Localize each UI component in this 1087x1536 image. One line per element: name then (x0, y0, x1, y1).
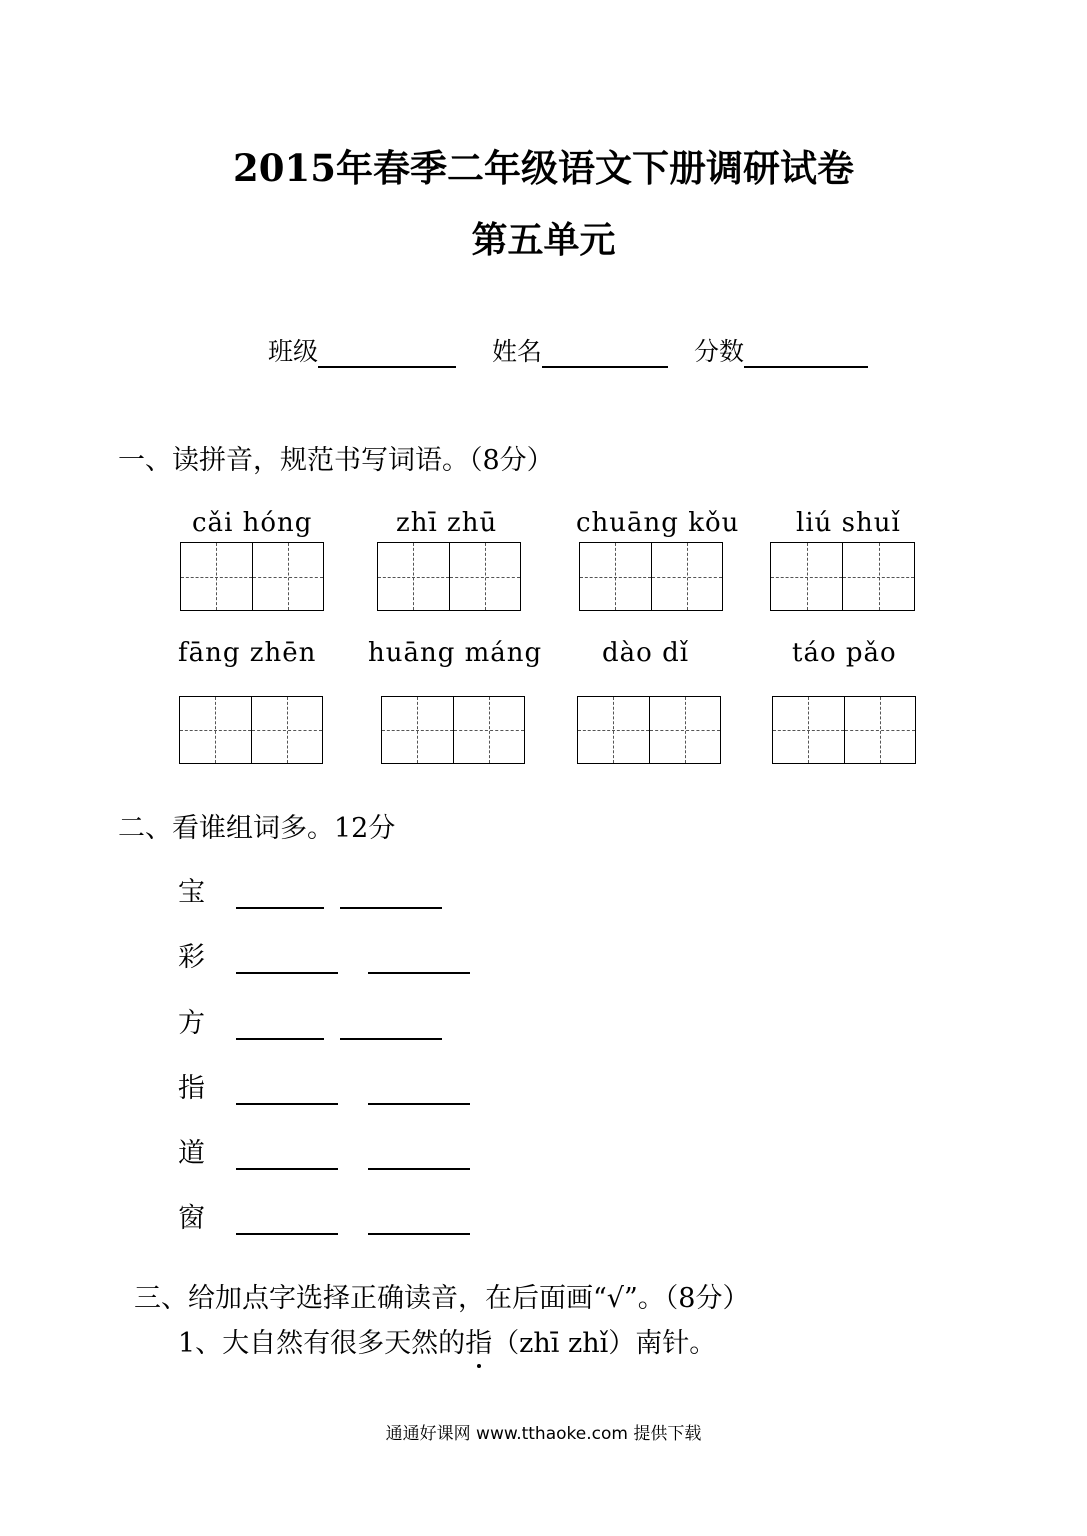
name-label: 姓名 (492, 337, 543, 366)
writing-cell[interactable] (651, 543, 723, 610)
class-blank[interactable] (318, 336, 456, 368)
emphasis-dot-icon (477, 1364, 481, 1368)
writing-grid[interactable] (381, 696, 525, 764)
pinyin-label: chuāng kǒu (576, 508, 740, 538)
word-blank[interactable] (368, 944, 470, 974)
writing-cell[interactable] (382, 697, 453, 763)
target-character: 方 (178, 1008, 205, 1039)
writing-cell[interactable] (844, 697, 916, 763)
target-character: 彩 (178, 942, 205, 973)
word-blank[interactable] (236, 1075, 338, 1105)
writing-cell[interactable] (453, 697, 525, 763)
writing-cell[interactable] (580, 543, 651, 610)
word-row (178, 870, 442, 909)
class-field (268, 332, 456, 368)
question-1-suffix: （zhī zhǐ）南针。 (492, 1328, 717, 1359)
word-row (178, 1131, 470, 1170)
section3-title: 三、给加点字选择正确读音，在后面画“√”。（8分） (134, 1283, 750, 1314)
word-blank[interactable] (368, 1075, 470, 1105)
word-blank[interactable] (236, 879, 324, 909)
writing-grid[interactable] (377, 542, 521, 611)
writing-grid[interactable] (577, 696, 721, 764)
word-blank[interactable] (368, 1205, 470, 1235)
writing-cell[interactable] (449, 543, 521, 610)
word-blank[interactable] (236, 1205, 338, 1235)
word-blank[interactable] (236, 944, 338, 974)
word-blank[interactable] (368, 1140, 470, 1170)
target-character: 窗 (178, 1203, 205, 1234)
writing-cell[interactable] (181, 543, 252, 610)
name-field (492, 332, 668, 368)
section1-title: 一、读拼音，规范书写词语。（8分） (118, 445, 554, 476)
writing-cell[interactable] (842, 543, 914, 610)
pinyin-label: fāng zhēn (178, 638, 317, 668)
word-blank[interactable] (236, 1010, 324, 1040)
unit-subtitle: 第五单元 (471, 219, 616, 261)
pinyin-label: liú shuǐ (796, 508, 901, 538)
writing-cell[interactable] (771, 543, 842, 610)
student-info-row (268, 332, 868, 368)
dotted-character (465, 1321, 492, 1360)
writing-cell[interactable] (252, 543, 324, 610)
pinyin-label: huāng máng (368, 638, 543, 668)
pinyin-label: zhī zhū (396, 508, 498, 538)
word-blank[interactable] (340, 879, 442, 909)
pinyin-label: táo pǎo (792, 638, 897, 668)
word-row (178, 1196, 470, 1235)
writing-grid[interactable] (770, 542, 915, 611)
writing-cell[interactable] (649, 697, 721, 763)
writing-grid[interactable] (579, 542, 723, 611)
writing-cell[interactable] (378, 543, 449, 610)
target-character: 道 (178, 1138, 205, 1169)
question-1 (178, 1321, 716, 1360)
word-row (178, 1066, 470, 1105)
name-blank[interactable] (542, 336, 668, 368)
pinyin-label: cǎi hóng (192, 508, 313, 538)
section2-title: 二、看谁组词多。12分 (118, 813, 396, 844)
writing-cell[interactable] (251, 697, 323, 763)
writing-grid[interactable] (179, 696, 323, 764)
word-row (178, 935, 470, 974)
writing-grid[interactable] (180, 542, 324, 611)
question-1-prefix: 1、大自然有很多天然的 (178, 1328, 466, 1359)
exam-title: 2015年春季二年级语文下册调研试卷 (233, 146, 854, 190)
word-row (178, 1001, 442, 1040)
target-character: 指 (178, 1073, 205, 1104)
score-label: 分数 (694, 337, 745, 366)
word-blank[interactable] (236, 1140, 338, 1170)
footer-credit: 通通好课网 www.tthaoke.com 提供下载 (385, 1424, 702, 1444)
target-character: 宝 (178, 877, 205, 908)
class-label: 班级 (268, 337, 319, 366)
score-field (694, 332, 868, 368)
writing-cell[interactable] (578, 697, 649, 763)
writing-cell[interactable] (180, 697, 251, 763)
writing-cell[interactable] (773, 697, 844, 763)
writing-grid[interactable] (772, 696, 916, 764)
word-blank[interactable] (340, 1010, 442, 1040)
pinyin-label: dào dǐ (602, 638, 690, 668)
dotted-character-text: 指 (465, 1328, 493, 1359)
score-blank[interactable] (744, 336, 868, 368)
